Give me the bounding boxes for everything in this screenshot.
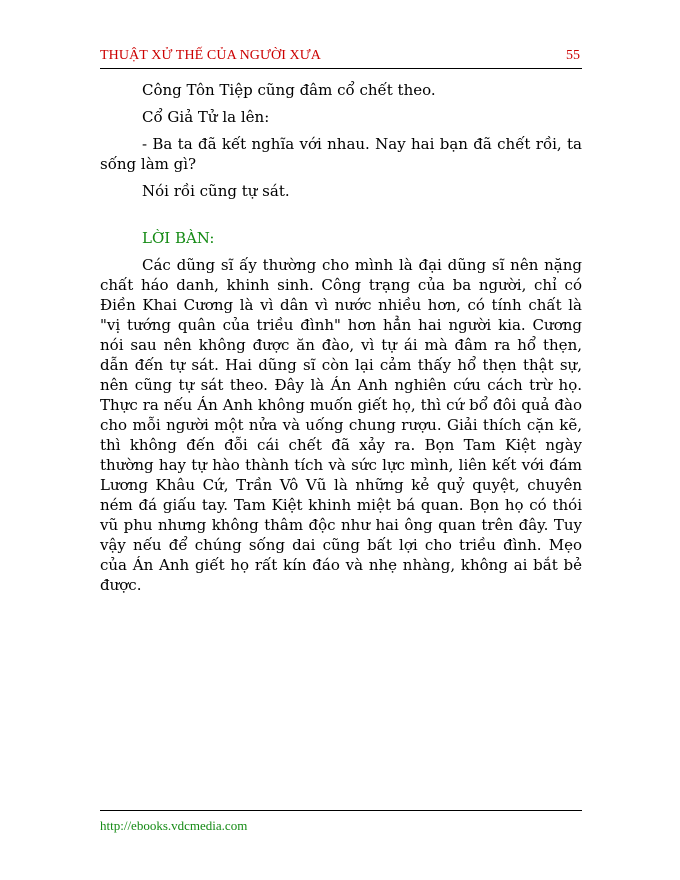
paragraph-4: Nói rồi cũng tự sát. <box>142 182 290 200</box>
paragraph-2: Cổ Giả Tử la lên: <box>142 108 270 126</box>
page-body <box>100 80 582 595</box>
page-header <box>100 48 582 66</box>
header-divider <box>100 68 582 69</box>
running-title: THUẬT XỬ THẾ CỦA NGƯỜI XƯA <box>100 48 321 63</box>
paragraph-1: Công Tôn Tiệp cũng đâm cổ chết theo. <box>142 81 436 99</box>
page-number: 55 <box>566 48 580 63</box>
footer-link[interactable]: http://ebooks.vdcmedia.com <box>100 818 248 833</box>
section-heading: LỜI BÀN: <box>142 229 215 247</box>
footer-divider <box>100 810 582 811</box>
commentary-paragraph: Các dũng sĩ ấy thường cho mình là đại dũng sĩ nên nặng chất háo danh, khinh sinh. Công trạng của ba người, chỉ có Điền Khai Cương là vì dân vì nước nhiều hơn, có tính chất là "vị tướng quân của triều đình" hơn hẳn hai người kia. Cương nói sau nên không được ăn đào, vì tự ái mà đâm ra hổ thẹn, dẫn đến tự sát. Hai dũng sĩ còn lại cảm thấy hổ thẹn thật sự, nên cũng tự sát theo. Đây là Án Anh nghiên cứu cách trừ họ. Thực ra nếu Án Anh không muốn giết họ, thì cứ bổ đôi quả đào cho mỗi người một nửa và uống chung rượu. Giải thích cặn kẽ, thì không đến đỗi cái chết đã xảy ra. Bọn Tam Kiệt ngày thường hay tự hào thành tích và sức lực mình, liên kết với đám Lương Khâu Cứ, Trần Vô Vũ là những kẻ quỷ quyệt, chuyên ném đá giấu tay. Tam Kiệt khinh miệt bá quan. Bọn họ có thói vũ phu nhưng không thâm độc như hai ông quan trên đây. Tuy vậy nếu để chúng sống dai cũng bất lợi cho triều đình. Mẹo của Án Anh giết họ rất kín đáo và nhẹ nhàng, không ai bắt bẻ được. <box>100 256 582 594</box>
paragraph-3: - Ba ta đã kết nghĩa với nhau. Nay hai bạn đã chết rồi, ta sống làm gì? <box>100 135 582 173</box>
